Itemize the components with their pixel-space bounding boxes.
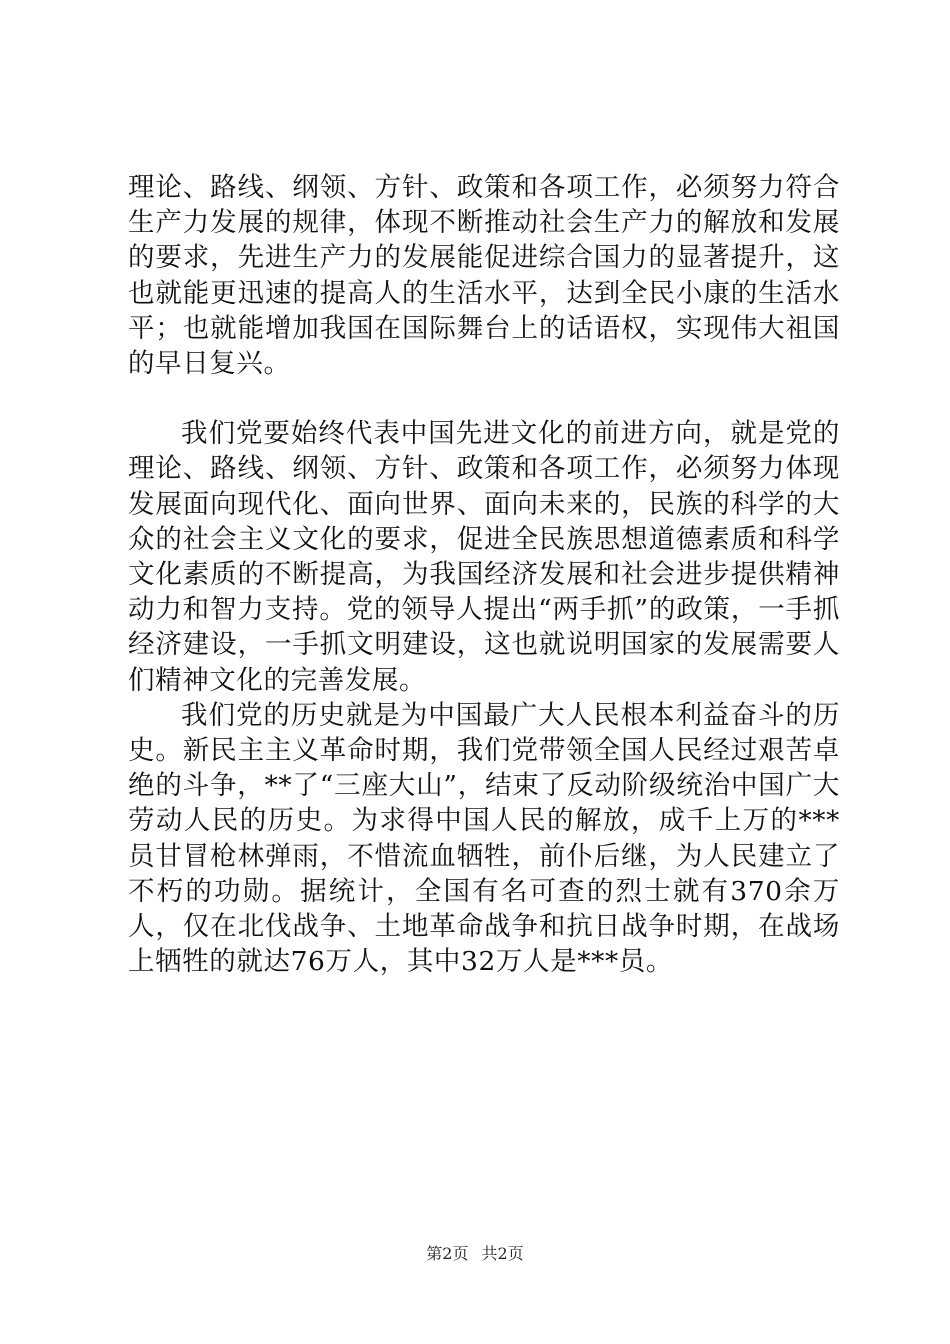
paragraph-3: 我们党的历史就是为中国最广大人民根本利益奋斗的历史。新民主主义革命时期，我们党带领全国人民经过艰苦卓绝的斗争，**了“三座大山”，结束了反动阶级统治中国广大劳动人民的历史。为求得中国人民的解放，成千上万的***员甘冒枪林弹雨，不惜流血牺牲，前仆后继，为人民建立了不朽的功勋。据统计，全国有名可查的烈士就有370余万人，仅在北伐战争、土地革命战争和抗日战争时期，在战场上牺牲的就达76万人，其中32万人是***员。 xyxy=(128,699,840,978)
paragraph-1: 理论、路线、纲领、方针、政策和各项工作，必须努力符合生产力发展的规律，体现不断推动社会生产力的解放和发展的要求，先进生产力的发展能促进综合国力的显著提升，这也就能更迅速的提高人的生活水平，达到全民小康的生活水平；也就能增加我国在国际舞台上的话语权，实现伟大祖国的早日复兴。 xyxy=(128,172,840,380)
page-footer xyxy=(0,1244,950,1264)
page-number: 第2页 xyxy=(426,1244,469,1263)
document-body xyxy=(128,170,840,979)
paragraph-2: 我们党要始终代表中国先进文化的前进方向，就是党的理论、路线、纲领、方针、政策和各项工作，必须努力体现发展面向现代化、面向世界、面向未来的，民族的科学的大众的社会主义文化的要求，促进全民族思想道德素质和科学文化素质的不断提高，为我国经济发展和社会进步提供精神动力和智力支持。党的领导人提出“两手抓”的政策，一手抓经济建设，一手抓文明建设，这也就说明国家的发展需要人们精神文化的完善发展。 xyxy=(128,418,840,696)
page-total: 共2页 xyxy=(481,1244,524,1263)
